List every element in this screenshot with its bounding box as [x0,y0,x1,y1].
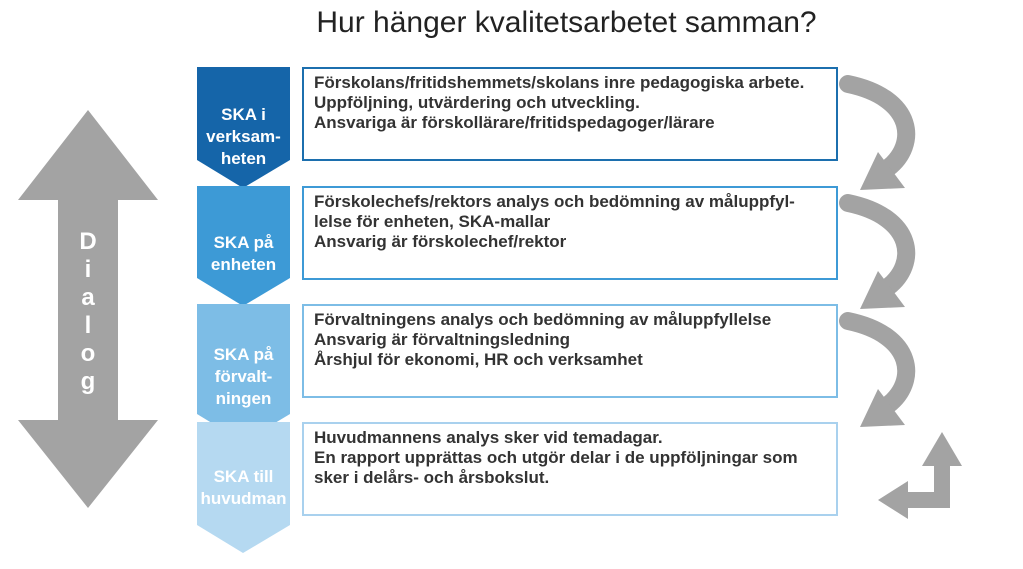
stage-box-3 [302,304,838,398]
dialog-letter: a [81,284,95,311]
stage-label-line: ningen [215,389,272,408]
stage-text-line: Förskolechefs/rektors analys och bedömning av måluppfyl- [314,192,795,211]
stage-text-line: Ansvarig är förvaltningsledning [314,330,570,349]
stage-box-2 [302,186,838,280]
stage-label-line: SKA i [221,105,266,124]
stage-label-line: SKA till [213,467,274,486]
stage-text-line: Huvudmannens analys sker vid temadagar. [314,428,663,447]
dialog-letter: o [80,340,96,367]
dialog-letter: g [80,368,96,395]
stage-label-line: heten [220,149,267,168]
diagram-title: Hur hänger kvalitetsarbetet samman? [316,6,817,39]
dialog-letter: l [84,312,92,339]
stage-label-line: enheten [210,255,277,274]
stage-text-line: Förvaltningens analys och bedömning av måluppfyllelse [314,310,772,329]
stage-label-line: SKA på [213,345,274,364]
dialog-letter: i [84,256,92,283]
stage-label-1 [197,104,290,170]
stage-label-3 [197,344,290,410]
stage-label-line: verksam- [206,127,281,146]
stage-label-line: huvudman [200,489,287,508]
stage-label-2 [197,232,290,276]
corner-return-arrow-up-head [922,432,962,466]
stage-label-4 [197,466,290,510]
stage-text-line: Förskolans/fritidshemmets/skolans inre pedagogiska arbete. [314,73,805,92]
stage-text-line: sker i delårs- och årsbokslut. [314,468,550,487]
stage-text-line: Uppföljning, utvärdering och utveckling. [314,93,640,112]
stage-text-line: Ansvarig är förskolechef/rektor [314,232,567,251]
stage-label-line: förvalt- [214,367,273,386]
stage-box-1 [302,67,838,161]
stage-box-4 [302,422,838,516]
corner-return-arrow [905,462,942,500]
stage-label-line: SKA på [213,233,274,252]
stage-text-line: Årshjul för ekonomi, HR och verksamhet [314,350,643,369]
dialog-letter: D [79,228,97,255]
corner-return-arrow-left-head [878,481,908,519]
stage-text-line: En rapport upprättas och utgör delar i de uppföljningar som [314,448,798,467]
stage-text-line: lelse för enheten, SKA-mallar [314,212,551,231]
dialog-label [68,228,108,396]
stage-text-line: Ansvariga är förskollärare/fritidspedagoger/lärare [314,113,715,132]
